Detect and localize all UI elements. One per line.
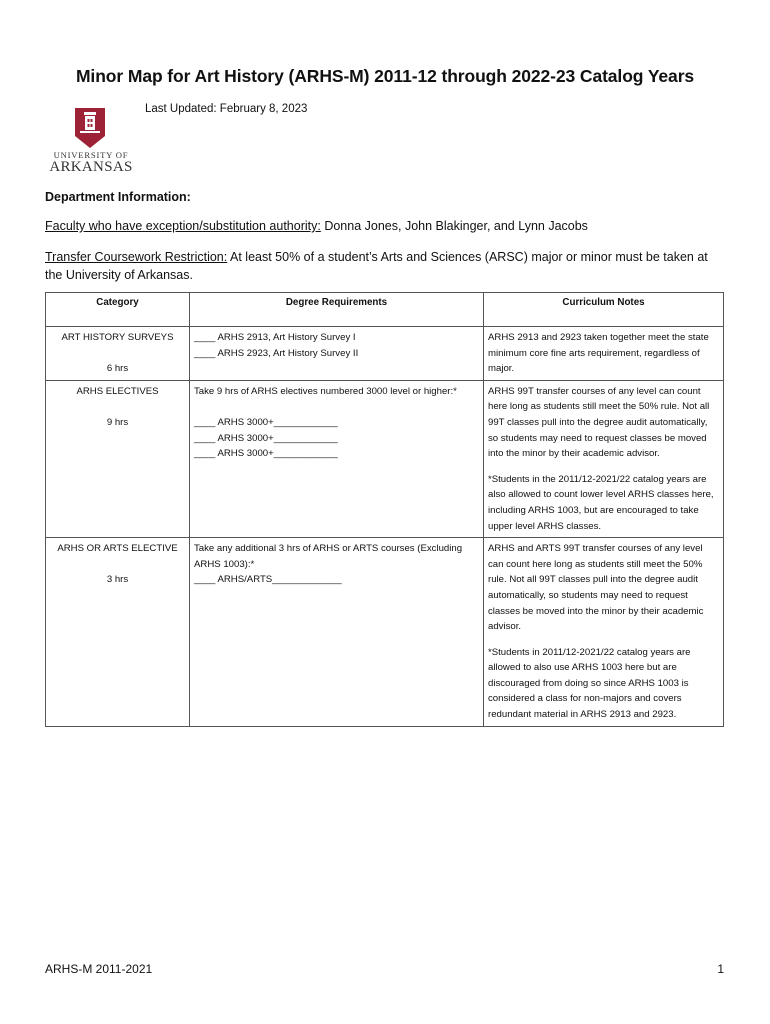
requirement-line: ____ ARHS 2913, Art History Survey I xyxy=(194,332,356,343)
old-main-seal-icon xyxy=(73,106,107,150)
transfer-value: At least 50% of a student’s Arts and Sciences (ARSC) major or minor must be taken at the University of Arkansas. xyxy=(45,250,708,282)
requirement-line: ____ ARHS 3000+____________ xyxy=(194,416,338,428)
transfer-label: Transfer Coursework Restriction: xyxy=(45,250,228,264)
notes-cell xyxy=(484,380,724,537)
requirement-line: ____ ARHS 2923, Art History Survey II xyxy=(194,347,359,359)
requirement-line: ____ ARHS/ARTS_____________ xyxy=(194,574,342,586)
header-curriculum-notes: Curriculum Notes xyxy=(484,293,724,327)
category-cell xyxy=(46,380,190,537)
requirement-intro: Take any additional 3 hrs of ARHS or ARTS courses (Excluding ARHS 1003):* xyxy=(194,543,463,570)
last-updated: Last Updated: February 8, 2023 xyxy=(145,103,308,115)
table-row xyxy=(46,538,724,727)
logo-line-1: UNIVERSITY OF xyxy=(53,150,129,160)
curriculum-note: ARHS 99T transfer courses of any level can count here long as students still meet the 50% rule. Not all 99T classes pull into the degree audit automatically, so students may need to request classes be moved into the minor by their academic advisor. xyxy=(488,385,710,460)
notes-cell xyxy=(484,327,724,381)
category-name: ART HISTORY SURVEYS xyxy=(61,332,174,343)
category-name: ARHS ELECTIVES xyxy=(76,385,159,397)
table-row xyxy=(46,327,724,381)
category-hours: 6 hrs xyxy=(106,363,129,375)
notes-cell xyxy=(484,538,724,727)
requirement-line: ____ ARHS 3000+____________ xyxy=(194,432,338,444)
page-title: Minor Map for Art History (ARHS-M) 2011-12 through 2022-23 Catalog Years xyxy=(75,66,695,86)
category-cell xyxy=(46,538,190,727)
curriculum-note: *Students in the 2011/12-2021/22 catalog years are also allowed to count lower level ARHS classes here, including ARHS 1003, but are encouraged to take upper level ARHS classes. xyxy=(488,473,714,532)
page-number: 1 xyxy=(717,962,724,976)
curriculum-note: *Students in 2011/12-2021/22 catalog years are allowed to also use ARHS 1003 here but are discouraged from doing so since ARHS 1003 is considered a class for non-majors and covers redundant material in ARHS 2913 and 2923. xyxy=(488,646,691,721)
requirement-line: ____ ARHS 3000+____________ xyxy=(194,448,338,460)
minor-requirements-table xyxy=(45,292,724,727)
table-header-row xyxy=(46,293,724,327)
category-name: ARHS OR ARTS ELECTIVE xyxy=(57,543,178,555)
transfer-restriction xyxy=(45,248,725,284)
university-logo xyxy=(48,106,134,176)
table-row xyxy=(46,380,724,537)
department-heading: Department Information: xyxy=(45,190,191,204)
category-cell xyxy=(46,327,190,381)
curriculum-note: ARHS and ARTS 99T transfer courses of any level can count here long as students still meet the 50% rule. Not all 99T classes pull into the degree audit automatically, so students may need to request classes be moved into the minor by their academic advisor. xyxy=(488,543,704,633)
category-hours: 9 hrs xyxy=(106,416,129,428)
faculty-value: Donna Jones, John Blakinger, and Lynn Jacobs xyxy=(320,219,588,233)
footer-document-code: ARHS-M 2011-2021 xyxy=(45,962,153,976)
requirement-intro: Take 9 hrs of ARHS electives numbered 3000 level or higher:* xyxy=(194,385,457,397)
requirements-cell xyxy=(190,327,484,381)
category-hours: 3 hrs xyxy=(106,574,129,586)
faculty-label: Faculty who have exception/substitution authority: xyxy=(45,219,321,233)
header-degree-requirements: Degree Requirements xyxy=(190,293,484,327)
requirements-cell xyxy=(190,538,484,727)
curriculum-note: ARHS 2913 and 2923 taken together meet the state minimum core fine arts requirement, regardless of major. xyxy=(488,332,709,375)
requirements-cell xyxy=(190,380,484,537)
logo-line-2: ARKANSAS xyxy=(49,159,133,175)
header-category: Category xyxy=(46,293,190,327)
faculty-authority xyxy=(45,219,588,233)
